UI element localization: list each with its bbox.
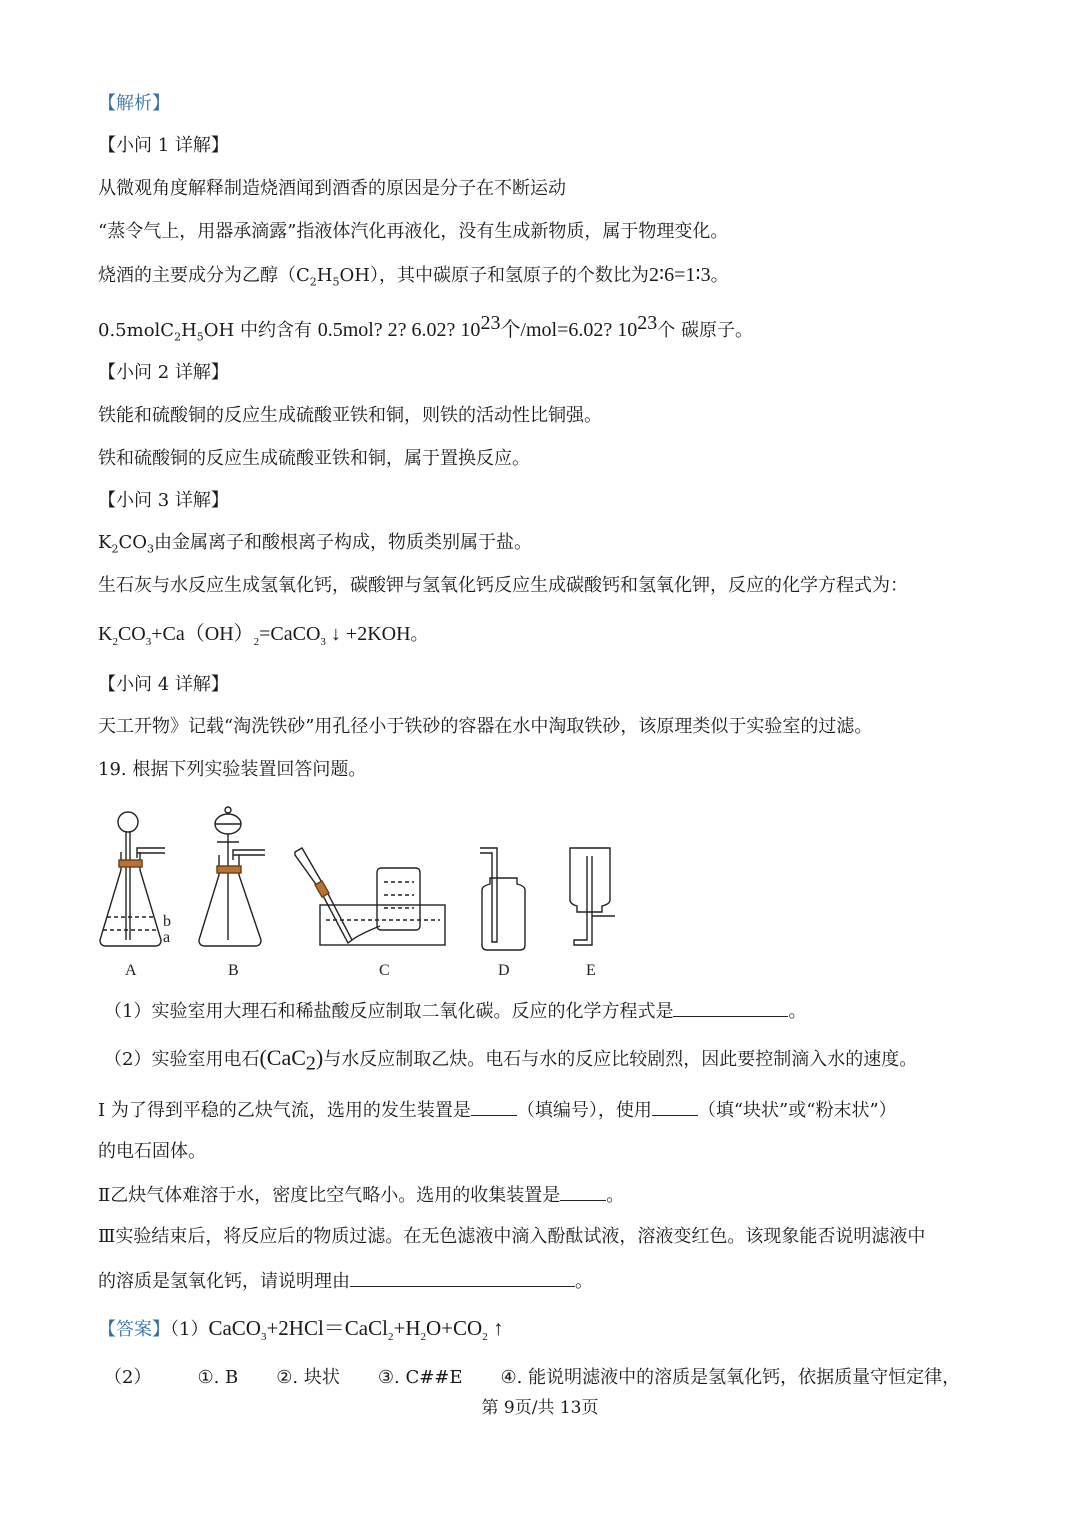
q4-line1: 天工开物》记载“淘洗铁砂”用孔径小于铁砂的容器在水中淘取铁砂，该原理类似于实验室的过滤。 bbox=[98, 716, 873, 737]
part-ii: Ⅱ乙炔气体难溶于水，密度比空气略小。选用的收集装置是 。 bbox=[98, 1182, 624, 1208]
q2-line1: 铁能和硫酸铜的反应生成硫酸亚铁和铜，则铁的活动性比铜强。 bbox=[98, 405, 602, 426]
q4-heading: 【小问 4 详解】 bbox=[98, 674, 229, 695]
apparatus-e bbox=[570, 848, 615, 945]
q1-line4: $0.5molC_2H_5OH$ 中约含有 0.5mol? 2? 6.02? $10^{23}$个/mol=6.02? $10^{23}$个 碳原子。 bbox=[98, 312, 753, 344]
part-i: I 为了得到平稳的乙炔气流，选用的发生装置是 （填编号），使用 （填“块状”或“粉末状”） bbox=[98, 1097, 897, 1123]
label-c: C bbox=[379, 962, 390, 979]
answer-blank[interactable] bbox=[560, 1182, 606, 1201]
q2-heading: 【小问 2 详解】 bbox=[98, 362, 229, 383]
apparatus-d bbox=[480, 848, 525, 950]
answer-blank[interactable] bbox=[673, 998, 788, 1017]
answer-blank[interactable] bbox=[350, 1268, 575, 1287]
answer-line1: 【答案】$(1)CaCO_3+2HCl=CaCl_2+H_2O+CO_2$ ↑ bbox=[98, 1316, 504, 1344]
label-d: D bbox=[498, 962, 510, 979]
apparatus-a bbox=[100, 812, 165, 946]
q3-equation: $K_2CO_3+Ca(OH)_2=CaCO_3$ ↓ +2KOH。 bbox=[98, 623, 429, 648]
q1-line1: 从微观角度解释制造烧酒闻到酒香的原因是分子在不断运动 bbox=[98, 178, 566, 199]
marker-b: b bbox=[163, 913, 171, 930]
answer-blank[interactable] bbox=[652, 1097, 698, 1116]
answer-blank[interactable] bbox=[471, 1097, 517, 1116]
q3-line2: 生石灰与水反应生成氢氧化钙，碳酸钾与氢氧化钙反应生成碳酸钙和氢氧化钾，反应的化学方程式为： bbox=[98, 575, 908, 596]
part-iii-line1: Ⅲ实验结束后，将反应后的物质过滤。在无色滤液中滴入酚酞试液，溶液变红色。该现象能否说明滤液中 bbox=[98, 1226, 926, 1247]
analysis-tag: 【解析】 bbox=[98, 93, 170, 114]
label-e: E bbox=[586, 962, 596, 979]
part1: （1）实验室用大理石和稀盐酸反应制取二氧化碳。反应的化学方程式是 。 bbox=[104, 998, 806, 1024]
q1-heading: 【小问 1 详解】 bbox=[98, 135, 229, 156]
label-b: B bbox=[228, 962, 239, 979]
q3-line1: $K_2CO_3$由金属离子和酸根离子构成，物质类别属于盐。 bbox=[98, 532, 532, 556]
q2-line2: 铁和硫酸铜的反应生成硫酸亚铁和铜，属于置换反应。 bbox=[98, 448, 530, 469]
apparatus-b bbox=[199, 807, 265, 946]
answer-line2: （2） ①. B ②. 块状 ③. C##E ④. 能说明滤液中的溶质是氢氧化钙，依据质量守恒定律， bbox=[104, 1367, 961, 1388]
part-i-line2: 的电石固体。 bbox=[98, 1141, 206, 1162]
part2: （2）实验室用电石(CaC$_2$)与水反应制取乙炔。电石与水的反应比较剧烈，因此要控制滴入水的速度。 bbox=[104, 1045, 918, 1075]
q1-line2: “蒸令气上，用器承滴露”指液体汽化再液化，没有生成新物质，属于物理变化。 bbox=[98, 221, 729, 242]
q19-title: 19. 根据下列实验装置回答问题。 bbox=[98, 759, 367, 780]
page-footer: 第 9页/共 13页 bbox=[481, 1398, 599, 1418]
label-a: A bbox=[125, 962, 137, 979]
marker-a: a bbox=[163, 929, 171, 946]
apparatus-c bbox=[295, 848, 445, 945]
apparatus-figure bbox=[95, 800, 635, 985]
q3-heading: 【小问 3 详解】 bbox=[98, 490, 229, 511]
part-iii-line2: 的溶质是氢氧化钙，请说明理由 。 bbox=[98, 1268, 593, 1294]
q1-line3: 烧酒的主要成分为乙醇$(C_2H_5OH)$，其中碳原子和氢原子的个数比为2∶6=1∶3。 bbox=[98, 264, 729, 289]
